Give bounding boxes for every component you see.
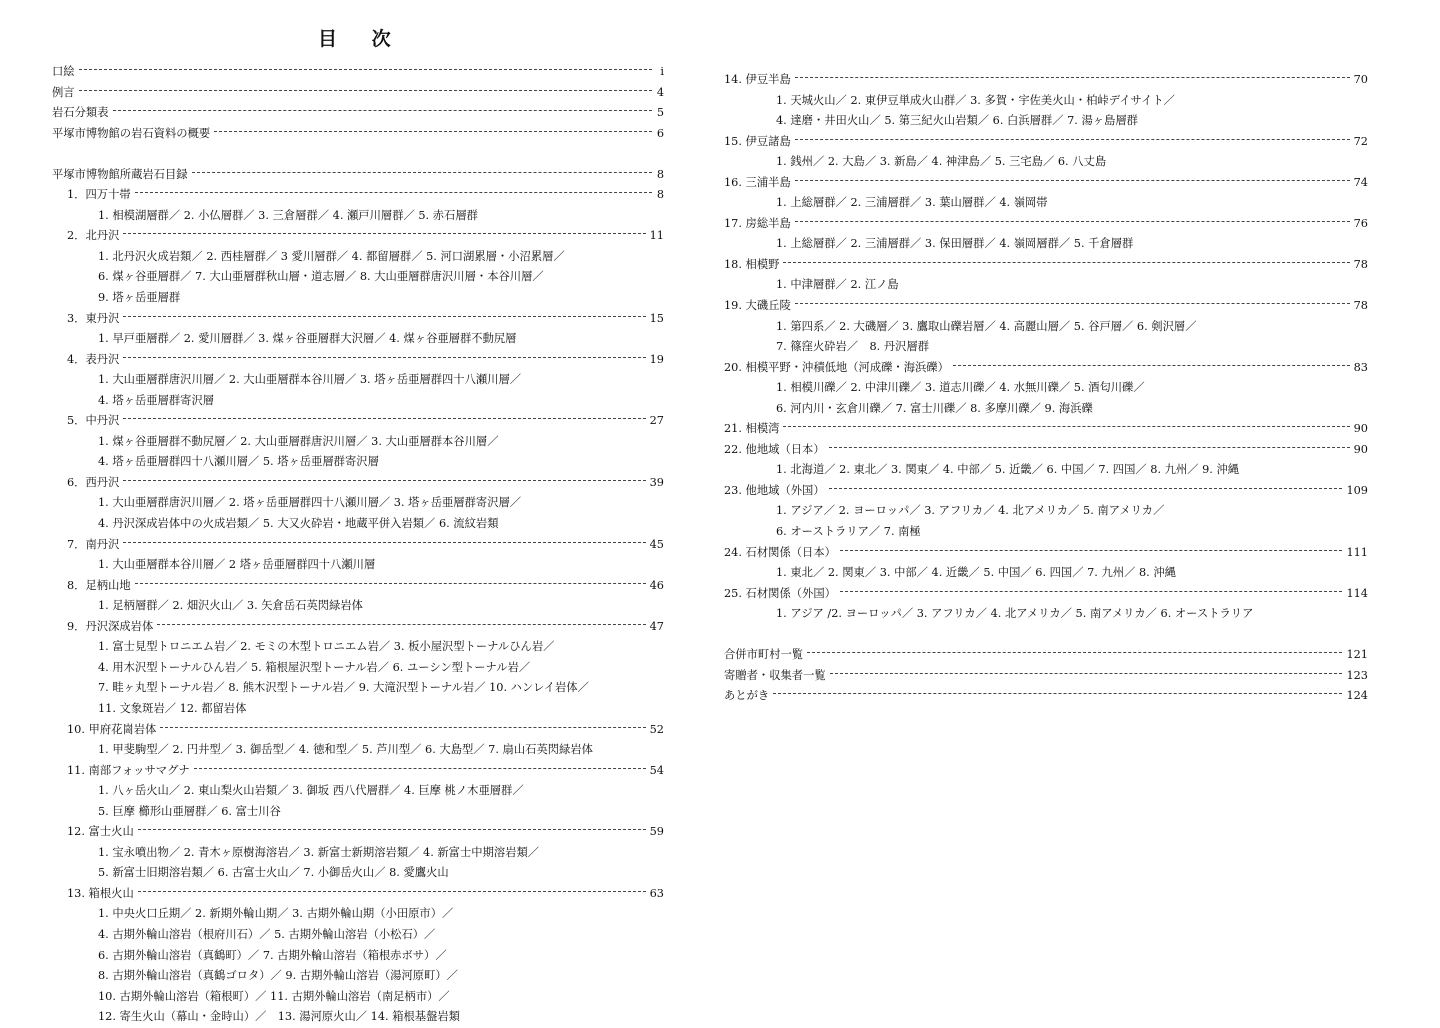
toc-section[interactable] <box>52 350 664 371</box>
toc-label: 1．四万十帯 <box>67 188 131 202</box>
spacer <box>724 625 1368 646</box>
leader-dots <box>160 727 645 728</box>
toc-page-number: 52 <box>649 722 664 736</box>
leader-dots <box>830 673 1343 674</box>
leader-dots <box>795 180 1350 181</box>
toc-subitems: 1. 東北／ 2. 関東／ 3. 中部／ 4. 近畿／ 5. 中国／ 6. 四国／ 7. 九州／ 8. 沖縄 <box>776 566 1176 580</box>
toc-label: 23. 他地域（外国） <box>724 483 825 497</box>
toc-subitems: 4. 古期外輪山溶岩（根府川石）／ 5. 古期外輪山溶岩（小松石）／ <box>98 927 436 941</box>
toc-subitems: 6. 河内川・玄倉川礫／ 7. 富士川礫／ 8. 多摩川礫／ 9. 海浜礫 <box>776 401 1093 415</box>
toc-subitems: 6. 煤ヶ谷亜層群／ 7. 大山亜層群秋山層・道志層／ 8. 大山亜層群唐沢川層・本谷川層／ <box>98 270 544 284</box>
toc-entry[interactable] <box>724 543 1368 564</box>
leader-dots <box>795 139 1350 140</box>
toc-left-column <box>52 62 664 1028</box>
toc-subitems: 8. 古期外輪山溶岩（真鶴ゴロタ）／ 9. 古期外輪山溶岩（湯河原町）／ <box>98 969 458 983</box>
toc-page-number: 15 <box>649 311 664 325</box>
toc-page-number: 123 <box>1346 668 1368 682</box>
toc-right-column <box>724 70 1368 707</box>
toc-section[interactable] <box>52 185 664 206</box>
toc-label: 18. 相模野 <box>724 257 780 271</box>
toc-label: 10. 甲府花崗岩体 <box>67 722 157 736</box>
toc-label: 3．東丹沢 <box>67 311 120 325</box>
toc-label: 寄贈者・収集者一覧 <box>724 668 826 682</box>
leader-dots <box>123 233 645 234</box>
toc-subitems: 1. アジア /2. ヨーロッパ／ 3. アフリカ／ 4. 北アメリカ／ 5. 南アメリカ／ 6. オーストラリア <box>776 607 1254 621</box>
toc-label: 例言 <box>52 85 75 99</box>
toc-subitems: 1. 天城火山／ 2. 東伊豆単成火山群／ 3. 多賀・宇佐美火山・柏峠デイサイト／ <box>776 93 1175 107</box>
toc-page-number: 90 <box>1353 422 1368 436</box>
toc-page-number: 19 <box>649 352 664 366</box>
toc-subitems: 1. 銭州／ 2. 大島／ 3. 新島／ 4. 神津島／ 5. 三宅島／ 6. 八丈島 <box>776 155 1107 169</box>
leader-dots <box>807 652 1342 653</box>
toc-page-number: 4 <box>656 85 664 99</box>
toc-entry[interactable] <box>724 173 1368 194</box>
toc-subitems: 4. 丹沢深成岩体中の火成岩類／ 5. 大又火砕岩・地蔵平併入岩類／ 6. 流紋岩類 <box>98 517 499 531</box>
toc-label: 2．北丹沢 <box>67 229 120 243</box>
toc-page-number: 74 <box>1353 175 1368 189</box>
toc-entry[interactable] <box>724 358 1368 379</box>
toc-subitems: 1. 第四系／ 2. 大磯層／ 3. 鷹取山礫岩層／ 4. 高麗山層／ 5. 谷戸層／ 6. 剣沢層／ <box>776 319 1197 333</box>
toc-page-number: 45 <box>649 537 664 551</box>
toc-page-number: 59 <box>649 825 664 839</box>
toc-subitems: 1. 相模湖層群／ 2. 小仏層群／ 3. 三倉層群／ 4. 瀬戸川層群／ 5. 赤石層群 <box>98 208 478 222</box>
toc-subitems: 1. 上総層群／ 2. 三浦層群／ 3. 葉山層群／ 4. 嶺岡帯 <box>776 196 1048 210</box>
toc-label: 14. 伊豆半島 <box>724 73 791 86</box>
toc-page-number: 11 <box>649 229 664 243</box>
toc-entry[interactable] <box>724 686 1368 707</box>
toc-section[interactable] <box>52 884 664 905</box>
leader-dots <box>783 426 1349 427</box>
leader-dots <box>192 172 652 173</box>
leader-dots <box>840 550 1343 551</box>
toc-subitems: 1. 大山亜層群唐沢川層／ 2. 大山亜層群本谷川層／ 3. 塔ヶ岳亜層群四十八瀬川層／ <box>98 373 522 387</box>
leader-dots <box>135 583 646 584</box>
leader-dots <box>123 480 645 481</box>
toc-subitems: 1. 中央火口丘期／ 2. 新期外輪山期／ 3. 古期外輪山期（小田原市）／ <box>98 907 454 921</box>
toc-label: 15. 伊豆諸島 <box>724 134 791 148</box>
toc-label: あとがき <box>724 689 770 703</box>
toc-section[interactable] <box>52 473 664 494</box>
page-title: 目 次 <box>318 28 405 50</box>
toc-page-number: 72 <box>1353 134 1368 148</box>
toc-subitems: 5. 新富士旧期溶岩類／ 6. 古富士火山／ 7. 小御岳火山／ 8. 愛鷹火山 <box>98 866 449 880</box>
toc-label: 9．丹沢深成岩体 <box>67 619 154 633</box>
toc-page-number: 109 <box>1346 483 1368 497</box>
leader-dots <box>79 69 652 70</box>
toc-subitems: 1. 北海道／ 2. 東北／ 3. 関東／ 4. 中部／ 5. 近畿／ 6. 中国／ 7. 四国／ 8. 九州／ 9. 沖縄 <box>776 463 1240 477</box>
toc-entry[interactable] <box>724 70 1368 91</box>
toc-subitems: 4. 達磨・井田火山／ 5. 第三紀火山岩類／ 6. 白浜層群／ 7. 湯ヶ島層群 <box>776 114 1138 128</box>
toc-section[interactable] <box>52 309 664 330</box>
toc-section[interactable] <box>52 720 664 741</box>
toc-page-number: 121 <box>1346 648 1368 662</box>
toc-label: 5．中丹沢 <box>67 414 120 428</box>
toc-entry[interactable] <box>724 584 1368 605</box>
toc-label: 20. 相模平野・沖積低地（河成礫・海浜礫） <box>724 360 949 374</box>
spacer <box>52 144 664 165</box>
toc-subitems: 1. 大山亜層群唐沢川層／ 2. 塔ヶ岳亜層群四十八瀬川層／ 3. 塔ヶ岳亜層群寄沢層／ <box>98 496 522 510</box>
toc-label: 岩石分類表 <box>52 106 109 120</box>
toc-section[interactable] <box>52 226 664 247</box>
leader-dots <box>795 221 1350 222</box>
toc-label: 平塚市博物館所蔵岩石目録 <box>52 167 188 181</box>
toc-page-number: 111 <box>1346 545 1368 559</box>
toc-label: 16. 三浦半島 <box>724 175 791 189</box>
toc-section[interactable] <box>52 535 664 556</box>
toc-subitems: 1. 宝永噴出物／ 2. 青木ヶ原樹海溶岩／ 3. 新富士新期溶岩類／ 4. 新富士中期溶岩類／ <box>98 845 540 859</box>
toc-page-number: 27 <box>649 414 664 428</box>
toc-label: 13. 箱根火山 <box>67 886 134 900</box>
toc-entry[interactable] <box>52 103 664 124</box>
toc-section[interactable] <box>52 761 664 782</box>
toc-page-number: 76 <box>1353 216 1368 230</box>
toc-page-number: 83 <box>1353 360 1368 374</box>
toc-subitems: 1. 相模川礫／ 2. 中津川礫／ 3. 道志川礫／ 4. 水無川礫／ 5. 酒匂川礫／ <box>776 381 1145 395</box>
toc-subitems: 1. 大山亜層群本谷川層／ 2 塔ヶ岳亜層群四十八瀬川層 <box>98 558 376 572</box>
toc-subitems: 12. 寄生火山（幕山・金時山）／ 13. 湯河原火山／ 14. 箱根基盤岩類 <box>98 1010 460 1024</box>
toc-subitems: 6. 古期外輪山溶岩（真鶴町）／ 7. 古期外輪山溶岩（箱根赤ボサ）／ <box>98 948 447 962</box>
toc-subitems: 1. 早戸亜層群／ 2. 愛川層群／ 3. 煤ヶ谷亜層群大沢層／ 4. 煤ヶ谷亜層群不動尻層 <box>98 332 517 346</box>
toc-page-number: 90 <box>1353 442 1368 456</box>
toc-entry[interactable] <box>52 83 664 104</box>
toc-subitems: 1. 八ヶ岳火山／ 2. 東山梨火山岩類／ 3. 御坂 西八代層群／ 4. 巨摩 桃ノ木亜層群／ <box>98 784 524 798</box>
leader-dots <box>194 768 646 769</box>
toc-entry[interactable] <box>724 419 1368 440</box>
toc-subitems: 1. 足柄層群／ 2. 畑沢火山／ 3. 矢倉岳石英閃緑岩体 <box>98 599 363 613</box>
leader-dots <box>795 303 1350 304</box>
toc-subitems: 1. 煤ヶ谷亜層群不動尻層／ 2. 大山亜層群唐沢川層／ 3. 大山亜層群本谷川層／ <box>98 434 499 448</box>
toc-label: 8．足柄山地 <box>67 578 131 592</box>
leader-dots <box>953 365 1350 366</box>
leader-dots <box>829 447 1350 448</box>
leader-dots <box>157 624 645 625</box>
toc-label: 22. 他地域（日本） <box>724 442 825 456</box>
toc-label: 口絵 <box>52 65 75 78</box>
leader-dots <box>773 693 1342 694</box>
toc-page-number: 46 <box>649 578 664 592</box>
toc-page-number: 114 <box>1346 586 1368 600</box>
leader-dots <box>123 418 645 419</box>
toc-section[interactable] <box>52 617 664 638</box>
toc-entry[interactable] <box>52 124 664 145</box>
toc-entry[interactable] <box>724 255 1368 276</box>
toc-subitems: 1. 上総層群／ 2. 三浦層群／ 3. 保田層群／ 4. 嶺岡層群／ 5. 千倉層群 <box>776 237 1134 251</box>
toc-label: 11. 南部フォッサマグナ <box>67 763 190 777</box>
toc-page-number: 39 <box>649 475 664 489</box>
toc-page-number: 78 <box>1353 299 1368 313</box>
toc-label: 12. 富士火山 <box>67 825 134 839</box>
toc-label: 19. 大磯丘陵 <box>724 299 791 313</box>
toc-page-number: i <box>660 65 664 78</box>
leader-dots <box>783 262 1349 263</box>
leader-dots <box>840 591 1343 592</box>
toc-subitems: 7. 篠窪火砕岩／ 8. 丹沢層群 <box>776 340 930 354</box>
toc-subitems: 1. 中津層群／ 2. 江ノ島 <box>776 278 899 292</box>
toc-page-number: 70 <box>1353 73 1368 86</box>
toc-subitems: 5. 巨摩 櫛形山亜層群／ 6. 富士川谷 <box>98 804 281 818</box>
toc-entry[interactable] <box>724 645 1368 666</box>
toc-subitems: 4. 塔ヶ岳亜層群四十八瀬川層／ 5. 塔ヶ岳亜層群寄沢層 <box>98 455 379 469</box>
toc-section[interactable] <box>52 576 664 597</box>
toc-label: 合併市町村一覧 <box>724 648 804 662</box>
toc-entry[interactable] <box>724 666 1368 687</box>
toc-entry[interactable] <box>52 62 664 83</box>
leader-dots <box>123 542 645 543</box>
toc-section[interactable] <box>52 411 664 432</box>
toc-entry[interactable] <box>52 165 664 186</box>
toc-page-number: 8 <box>656 188 664 202</box>
toc-entry[interactable] <box>724 440 1368 461</box>
toc-subitems: 6. オーストラリア／ 7. 南極 <box>776 525 921 539</box>
toc-label: 7．南丹沢 <box>67 537 120 551</box>
toc-subitems: 1. 甲斐駒型／ 2. 円井型／ 3. 御岳型／ 4. 徳和型／ 5. 芦川型／ 6. 大島型／ 7. 扇山石英閃緑岩体 <box>98 743 593 757</box>
leader-dots <box>214 131 652 132</box>
toc-label: 24. 石材関係（日本） <box>724 545 836 559</box>
leader-dots <box>113 110 653 111</box>
leader-dots <box>795 77 1350 78</box>
toc-subitems: 1. 富士見型トロニエム岩／ 2. モミの木型トロニエム岩／ 3. 板小屋沢型トーナルひん岩／ <box>98 640 555 654</box>
toc-page-number: 5 <box>656 106 664 120</box>
toc-section[interactable] <box>52 822 664 843</box>
toc-label: 4．表丹沢 <box>67 352 120 366</box>
toc-subitems: 1. アジア／ 2. ヨーロッパ／ 3. アフリカ／ 4. 北アメリカ／ 5. 南アメリカ／ <box>776 504 1165 518</box>
toc-page-number: 8 <box>656 167 664 181</box>
toc-subitems: 1. 北丹沢火成岩類／ 2. 西桂層群／ 3 愛川層群／ 4. 都留層群／ 5. 河口湖累層・小沼累層／ <box>98 249 565 263</box>
leader-dots <box>123 357 645 358</box>
toc-page-number: 54 <box>649 763 664 777</box>
leader-dots <box>138 829 646 830</box>
toc-page-number: 6 <box>656 126 664 140</box>
toc-page-number: 47 <box>649 619 664 633</box>
toc-label: 17. 房総半島 <box>724 216 791 230</box>
toc-entry[interactable] <box>724 296 1368 317</box>
toc-entry[interactable] <box>724 481 1368 502</box>
leader-dots <box>829 488 1343 489</box>
leader-dots <box>123 316 645 317</box>
leader-dots <box>79 90 652 91</box>
toc-subitems: 4. 用木沢型トーナルひん岩／ 5. 箱根屋沢型トーナル岩／ 6. ユーシン型トーナル岩／ <box>98 660 531 674</box>
toc-entry[interactable] <box>724 214 1368 235</box>
toc-subitems: 11. 文象斑岩／ 12. 都留岩体 <box>98 701 247 715</box>
toc-page-number: 124 <box>1346 689 1368 703</box>
toc-label: 21. 相模湾 <box>724 422 780 436</box>
leader-dots <box>138 891 646 892</box>
leader-dots <box>135 192 652 193</box>
toc-label: 6．西丹沢 <box>67 475 120 489</box>
toc-subitems: 7. 畦ヶ丸型トーナル岩／ 8. 熊木沢型トーナル岩／ 9. 大滝沢型トーナル岩／ 10. ハンレイ岩体／ <box>98 681 589 695</box>
toc-label: 平塚市博物館の岩石資料の概要 <box>52 126 211 140</box>
toc-subitems: 10. 古期外輪山溶岩（箱根町）／ 11. 古期外輪山溶岩（南足柄市）／ <box>98 989 450 1003</box>
toc-subitems: 4. 塔ヶ岳亜層群寄沢層 <box>98 393 215 407</box>
toc-entry[interactable] <box>724 132 1368 153</box>
toc-page-number: 63 <box>649 886 664 900</box>
toc-label: 25. 石材関係（外国） <box>724 586 836 600</box>
toc-page-number: 78 <box>1353 257 1368 271</box>
toc-subitems: 9. 塔ヶ岳亜層群 <box>98 291 181 305</box>
